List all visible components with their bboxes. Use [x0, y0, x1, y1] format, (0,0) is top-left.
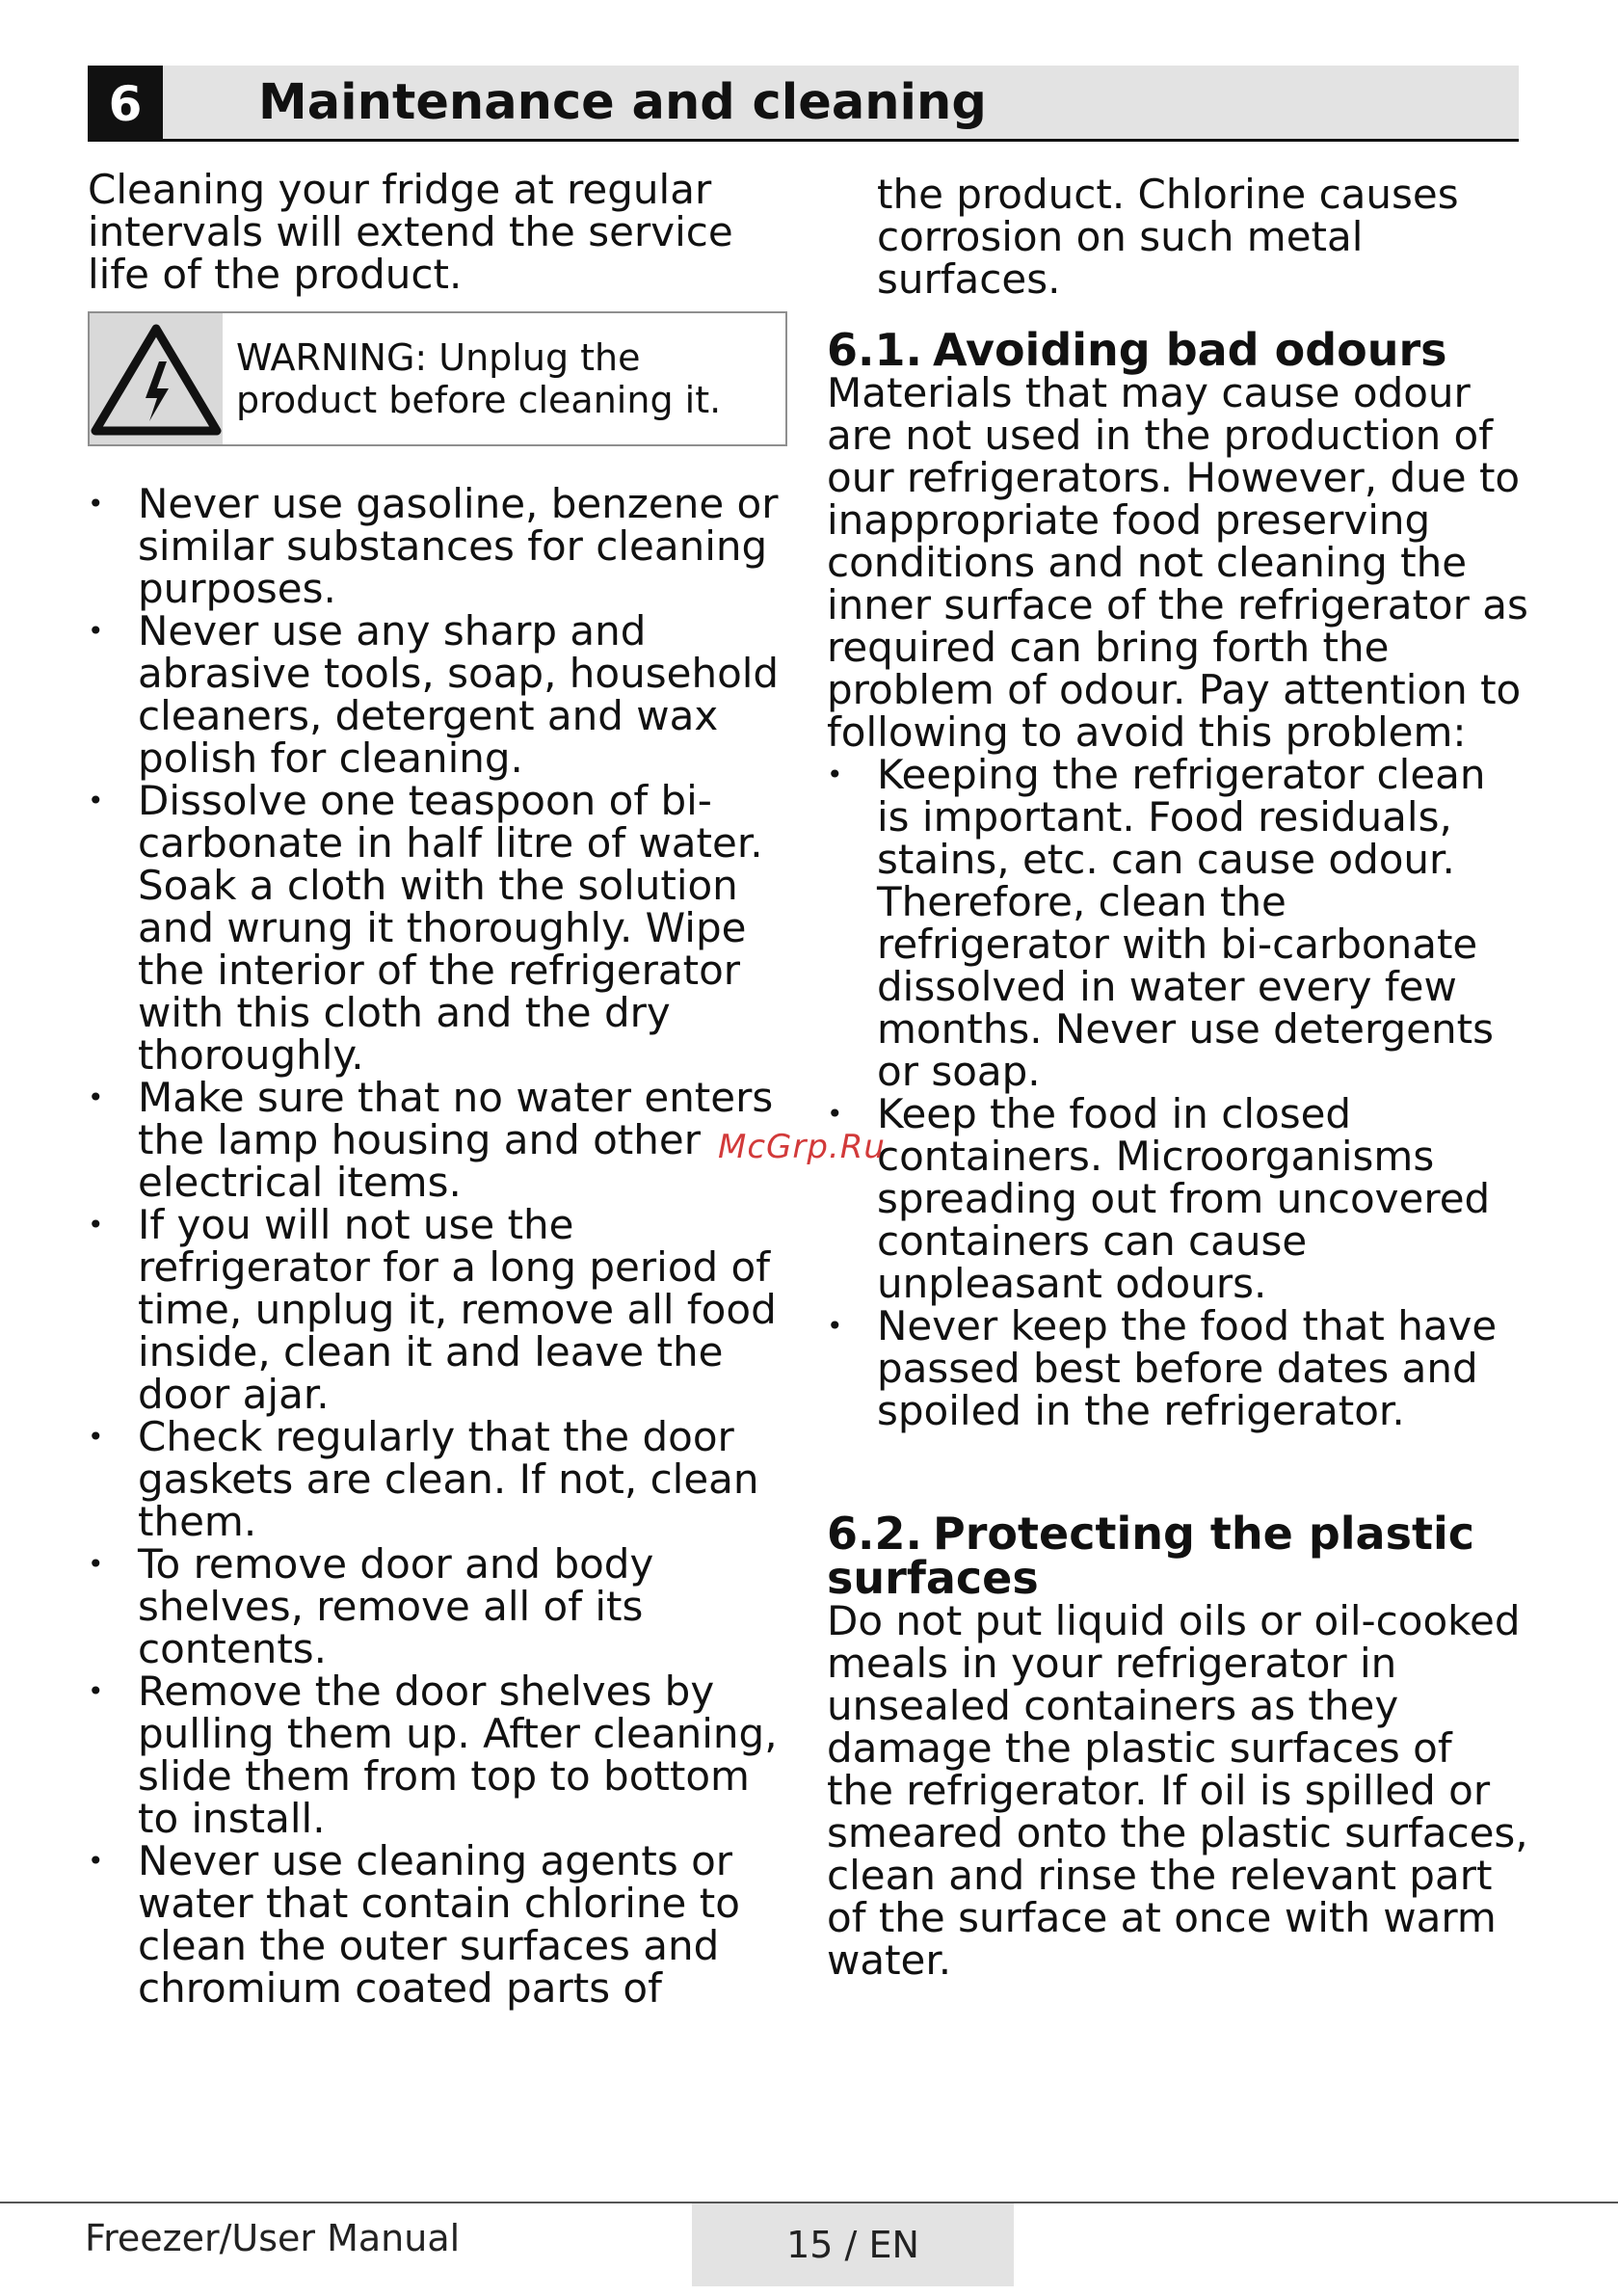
list-item: • If you will not use the refrigerator for a long period of time, unplug it, remove all food inside, clean it and leave the door ajar. [88, 1204, 791, 1416]
continued-bullet-text: the product. Chlorine causes corrosion on such metal surfaces. [877, 171, 1459, 303]
section-number: 6.1. [827, 324, 922, 376]
left-column [88, 166, 791, 2012]
electric-hazard-icon [90, 321, 223, 437]
list-item: • Never keep the food that have passed best before dates and spoiled in the refrigerator. [827, 1305, 1530, 1432]
section-number: 6.2. [827, 1508, 922, 1560]
section-body: Materials that may cause odour are not used in the production of our refrigerators. However, due to inappropriate food preserving conditions and not cleaning the inner surface of the refrigerator as required can bring forth the problem of odour. Pay attention to following to avoid this problem: [827, 369, 1528, 756]
warning-text: WARNING: Unplug the product before cleaning it. [236, 336, 722, 421]
list-item: • Make sure that no water enters the lamp housing and other electrical items. [88, 1077, 791, 1204]
intro-paragraph: Cleaning your fridge at regular intervals will extend the service life of the product. [88, 166, 733, 298]
cleaning-instructions-list [88, 480, 791, 2012]
list-item: • Keep the food in closed containers. Microorganisms spreading out from uncovered containers can cause unpleasant odours. [827, 1093, 1530, 1305]
section-title: Avoiding bad odours [933, 324, 1447, 376]
list-item: • To remove door and body shelves, remove all of its contents. [88, 1543, 791, 1670]
chapter-number: 6 [88, 66, 163, 142]
warning-icon-cell [90, 313, 223, 444]
list-item: • Never use any sharp and abrasive tools, soap, household cleaners, detergent and wax polish for cleaning. [88, 610, 791, 780]
section-heading-odours [827, 324, 1530, 376]
list-item: • Never use gasoline, benzene or similar substances for cleaning purposes. [88, 483, 791, 610]
warning-box [88, 311, 787, 446]
list-item: • Keeping the refrigerator clean is important. Food residuals, stains, etc. can cause odour. Therefore, clean the refrigerator with bi-carbonate dissolved in water every few months. Never use detergents or soap. [827, 754, 1530, 1093]
section-heading-plastic [827, 1508, 1530, 1604]
watermark: McGrp.Ru [718, 1128, 886, 1166]
list-item: • Dissolve one teaspoon of bi-carbonate in half litre of water. Soak a cloth with the solution and wrung it thoroughly. Wipe the interior of the refrigerator with this cloth and the dry thoroughly. [88, 780, 791, 1077]
chapter-title: Maintenance and cleaning [258, 74, 987, 131]
right-column [827, 171, 1530, 1984]
section-body: Do not put liquid oils or oil-cooked meals in your refrigerator in unsealed containers as they damage the plastic surfaces of the refrigerator. If oil is spilled or smeared onto the plastic surfaces, clean and rinse the relevant part of the surface at once with warm water. [827, 1597, 1528, 1984]
manual-title: Freezer/User Manual [85, 2217, 461, 2259]
list-item: • Check regularly that the door gaskets are clean. If not, clean them. [88, 1416, 791, 1543]
odour-tips-list [827, 751, 1530, 1434]
list-item: • Never use cleaning agents or water that contain chlorine to clean the outer surfaces and chromium coated parts of [88, 1840, 791, 2010]
section-title: Protecting the plastic surfaces [827, 1508, 1474, 1604]
list-item: • Remove the door shelves by pulling them up. After cleaning, slide them from top to bottom to install. [88, 1670, 791, 1840]
page-number: 15 / EN [692, 2203, 1014, 2286]
